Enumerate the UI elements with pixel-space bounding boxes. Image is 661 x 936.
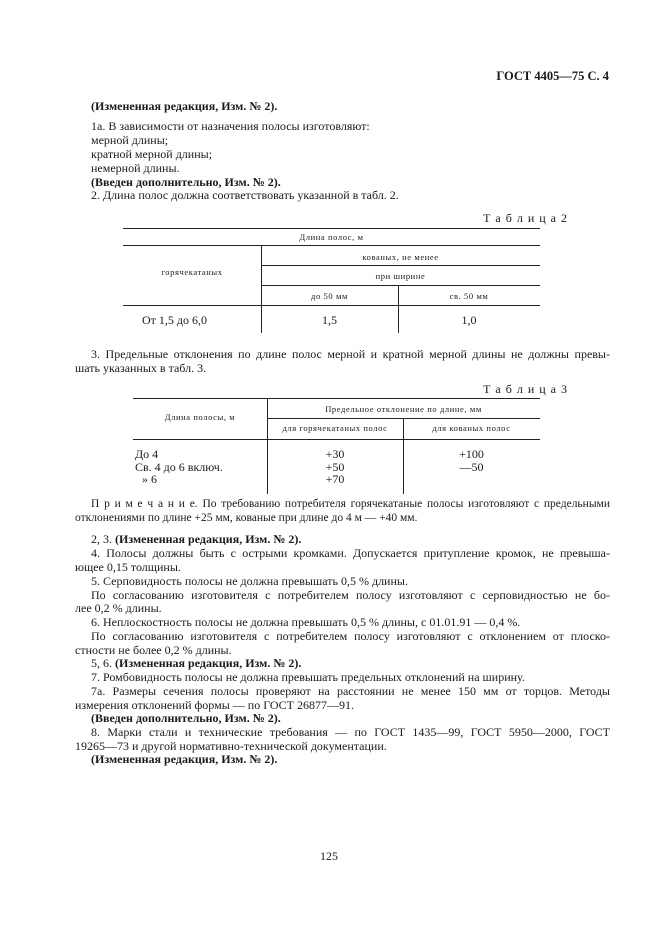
body-line: измерения отклонений формы — по ГОСТ 26877—91.	[75, 698, 354, 712]
item-1a-option: немерной длины.	[91, 161, 180, 175]
item-number: 2, 3.	[91, 532, 115, 546]
item-number: 5, 6.	[91, 656, 115, 670]
item-2: 2. Длина полос должна соответствовать указанной в табл. 2.	[91, 188, 399, 202]
body-line: 5. Серповидность полосы не должна превышать 0,5 % длины.	[91, 574, 408, 588]
body-line: стности не более 0,2 % длины.	[75, 643, 232, 657]
table3-cell: Св. 4 до 6 включ.	[135, 460, 223, 474]
table2-top-header: Длина полос, м	[299, 232, 364, 242]
table3-caption: Т а б л и ц а 3	[483, 382, 568, 396]
page-number: 125	[320, 849, 338, 863]
item-3-line: 3. Предельные отклонения по длине полос мерной и кратной мерной длины не должны превы-	[91, 347, 610, 361]
body-line: 4. Полосы должны быть с острыми кромками. Допускается притупление кромок, не превыша-	[91, 546, 610, 560]
table2-col-forged: кованых, не менее	[362, 252, 439, 262]
edit-note: (Измененная редакция, Изм. № 2).	[115, 656, 302, 670]
body-line: ющее 0,15 толщины.	[75, 560, 181, 574]
edit-note: (Измененная редакция, Изм. № 2).	[115, 532, 302, 546]
table2-cell: От 1,5 до 6,0	[142, 313, 208, 327]
item-1a-intro: 1а. В зависимости от назначения полосы изготовляют:	[91, 119, 370, 133]
running-title: ГОСТ 4405—75 С. 4	[496, 69, 609, 83]
table3-cell: +100	[459, 447, 484, 461]
table3-col-length: Длина полосы, м	[164, 412, 236, 422]
body-line: 7. Ромбовидность полосы не должна превышать предельных отклонений на ширину.	[91, 670, 525, 684]
table2-caption: Т а б л и ц а 2	[483, 211, 568, 225]
table2-cell: 1,0	[461, 313, 477, 327]
body-line	[91, 532, 301, 547]
table2-width-label: при ширине	[375, 271, 426, 281]
body-line: лее 0,2 % длины.	[75, 601, 162, 615]
table3-cell: » 6	[142, 472, 157, 486]
item-1a-option: мерной длины;	[91, 133, 169, 147]
added-note: (Введен дополнительно, Изм. № 2).	[91, 175, 281, 189]
table-note: П р и м е ч а н и е. По требованию потребителя горячекатаные полосы изготовляют с предельными	[91, 498, 610, 510]
table-note: отклонениями по длине +25 мм, кованые при длине до 4 м — +40 мм.	[75, 512, 418, 524]
table2-subcol: св. 50 мм	[449, 291, 489, 301]
body-line: По согласованию изготовителя с потребителем полосу изготовляют с серповидностью не бо-	[91, 588, 610, 602]
table3-cell: +70	[325, 472, 345, 486]
table2-cell: 1,5	[322, 313, 337, 327]
table3-subcol: для кованых полос	[432, 423, 511, 433]
edit-note: (Измененная редакция, Изм. № 2).	[91, 752, 278, 766]
table3-cell: +30	[325, 447, 345, 461]
body-line	[91, 656, 301, 671]
table2-subcol: до 50 мм	[311, 291, 348, 301]
body-line: 8. Марки стали и технические требования — по ГОСТ 1435—99, ГОСТ 5950—2000, ГОСТ	[91, 725, 610, 739]
body-line: 6. Неплоскостность полосы не должна превышать 0,5 % длины, с 01.01.91 — 0,4 %.	[91, 615, 521, 629]
item-3-line: шать указанных в табл. 3.	[75, 361, 207, 375]
table3-cell: —50	[459, 460, 484, 474]
table3-cell: +50	[325, 460, 345, 474]
table2-col-hot: горячекатаных	[161, 267, 223, 277]
added-note: (Введен дополнительно, Изм. № 2).	[91, 711, 281, 725]
body-line: 19265—73 и другой нормативно-технической документации.	[75, 739, 387, 753]
edit-note: (Измененная редакция, Изм. № 2).	[91, 99, 278, 113]
body-line: 7а. Размеры сечения полосы проверяют на расстоянии не менее 150 мм от торцов. Методы	[91, 684, 610, 698]
item-1a-option: кратной мерной длины;	[91, 147, 213, 161]
table3-cell: До 4	[135, 447, 159, 461]
body-line: По согласованию изготовителя с потребителем полосу изготовляют с отклонением от плоско-	[91, 629, 610, 643]
table3-top-header: Предельное отклонение по длине, мм	[325, 404, 482, 414]
table3-subcol: для горячекатаных полос	[282, 423, 388, 433]
